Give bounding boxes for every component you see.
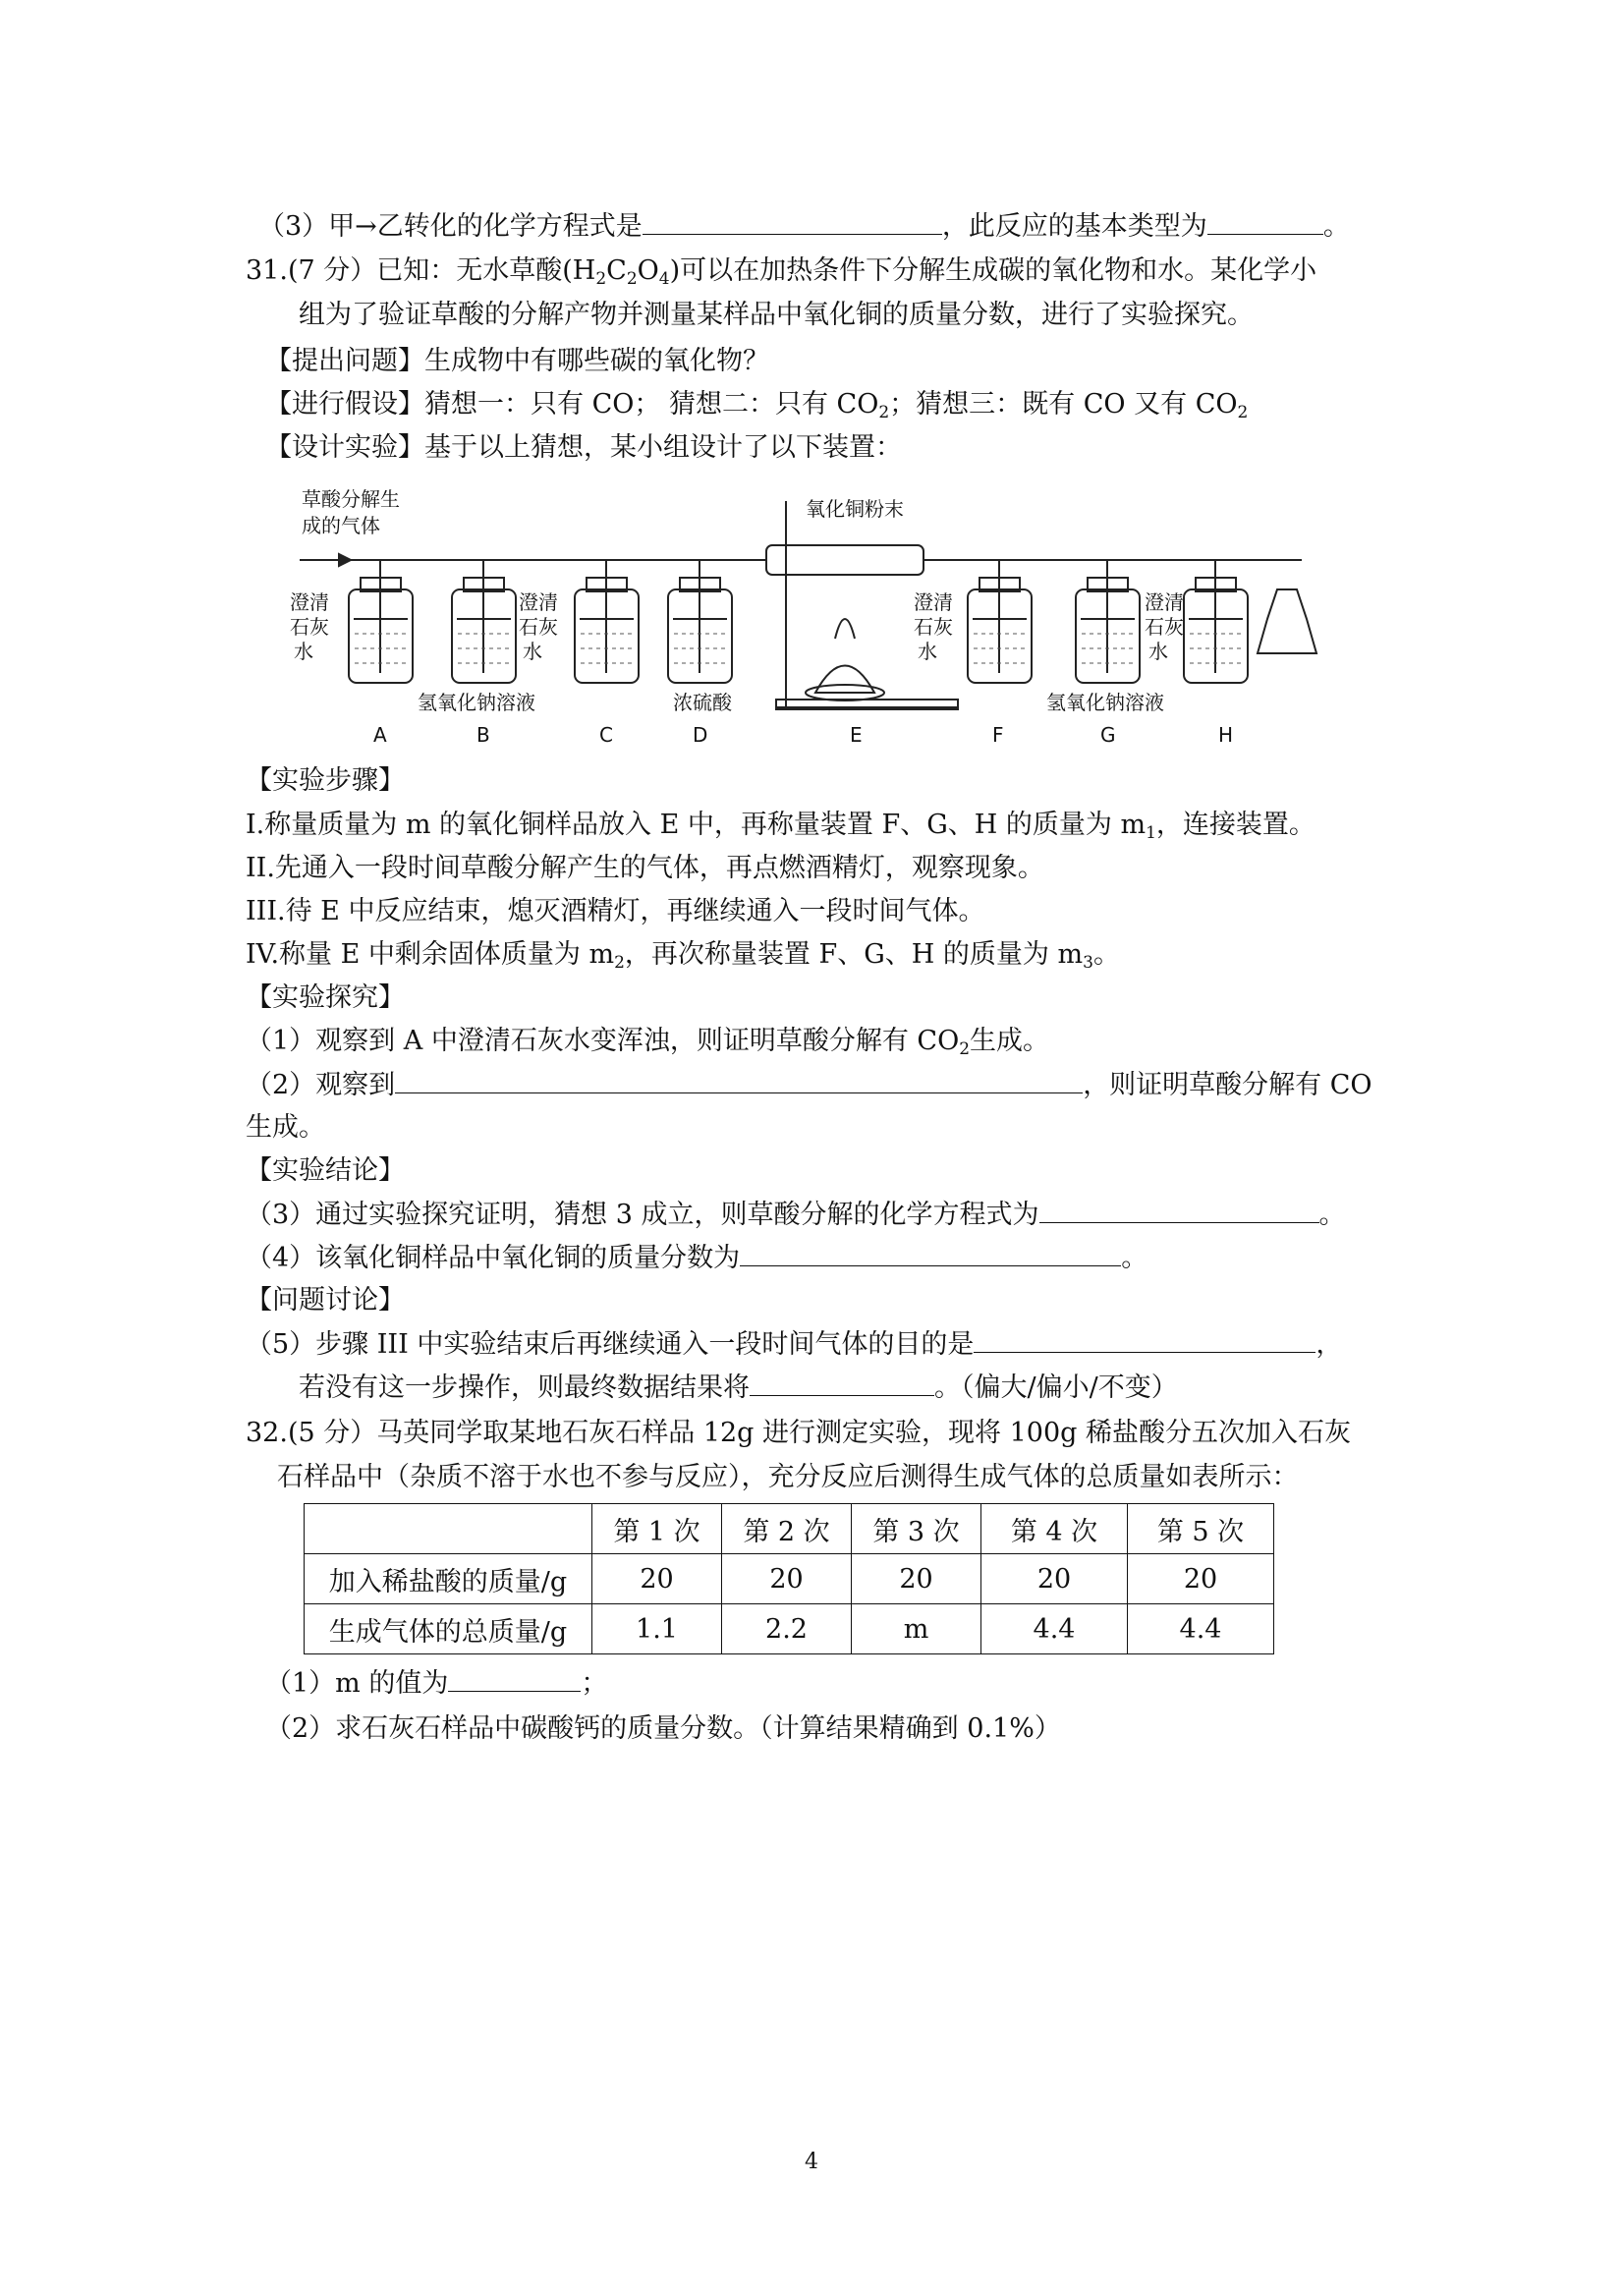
step-4: IV.称量 E 中剩余固体质量为 $m_2$，再次称量装置 F、G、H 的质量为 $m_3$。 <box>246 939 1120 973</box>
letter-b: B <box>476 723 490 747</box>
step-2: II.先通入一段时间草酸分解产生的气体，再点燃酒精灯，观察现象。 <box>246 853 1044 883</box>
q31-design: 【设计实验】基于以上猜想，某小组设计了以下装置： <box>265 432 902 463</box>
svg-text:水: 水 <box>523 640 542 663</box>
letter-e: E <box>850 723 863 747</box>
table-header-row: 第 1 次 第 2 次 第 3 次 第 4 次 第 5 次 <box>305 1504 1274 1554</box>
answer-blank[interactable] <box>1207 208 1323 235</box>
svg-text:澄清: 澄清 <box>290 590 329 614</box>
answer-blank[interactable] <box>1039 1197 1319 1223</box>
apparatus-diagram <box>280 481 1321 752</box>
svg-text:水: 水 <box>1148 640 1168 663</box>
svg-text:澄清: 澄清 <box>914 590 953 614</box>
letter-a: A <box>373 723 387 747</box>
naoh-label-2: 氢氧化钠溶液 <box>1046 691 1164 714</box>
gas-label-2: 成的气体 <box>302 514 380 537</box>
svg-text:水: 水 <box>294 640 313 663</box>
svg-text:石灰: 石灰 <box>914 615 953 639</box>
conclusion-4: （4）该氧化铜样品中氧化铜的质量分数为 。 <box>246 1240 1147 1276</box>
answer-blank[interactable] <box>750 1370 934 1396</box>
answer-blank[interactable] <box>643 208 942 235</box>
svg-text:石灰: 石灰 <box>290 615 329 639</box>
cuo-label: 氧化铜粉末 <box>806 497 904 521</box>
explore-2: （2）观察到 ，则证明草酸分解有 CO <box>246 1067 1372 1103</box>
answer-blank[interactable] <box>974 1326 1315 1353</box>
q32-line1: 32.(5 分）马英同学取某地石灰石样品 12g 进行测定实验，现将 100g 稀盐酸分五次加入石灰 <box>246 1418 1352 1448</box>
discussion-title: 【问题讨论】 <box>246 1285 405 1316</box>
answer-blank[interactable] <box>740 1240 1121 1266</box>
q32-part1: （1）m 的值为 ； <box>265 1665 607 1702</box>
gas-label-1: 草酸分解生 <box>302 487 400 511</box>
q32-line2: 石样品中（杂质不溶于水也不参与反应），充分反应后测得生成气体的总质量如表所示： <box>277 1462 1299 1492</box>
step-1: I.称量质量为 m 的氧化铜样品放入 E 中，再称量装置 F、G、H 的质量为 $m_1$，连接装置。 <box>246 810 1315 843</box>
letter-h: H <box>1218 723 1234 747</box>
explore-1: （1）观察到 A 中澄清石灰水变浑浊，则证明草酸分解有 $CO_2$生成。 <box>246 1026 1050 1059</box>
discussion-5-cont: 若没有这一步操作，则最终数据结果将 。（偏大/偏小/不变） <box>299 1370 1178 1406</box>
steps-title: 【实验步骤】 <box>246 765 405 796</box>
h2so4-label: 浓硫酸 <box>673 691 732 714</box>
step-3: III.待 E 中反应结束，熄灭酒精灯，再继续通入一段时间气体。 <box>246 896 985 926</box>
svg-text:澄清: 澄清 <box>1145 590 1184 614</box>
q31-hypothesis: 【进行假设】猜想一：只有 CO； 猜想二：只有 $CO_2$；猜想三：既有 CO 又有 $CO_2$ <box>265 389 1249 422</box>
q31-line1: 31.(7 分）已知：无水草酸$(H_2C_2O_4)$可以在加热条件下分解生成碳的氧化物和水。某化学小 <box>246 255 1317 289</box>
letter-g: G <box>1100 723 1116 747</box>
svg-text:石灰: 石灰 <box>1145 615 1184 639</box>
conclusion-3: （3）通过实验探究证明，猜想 3 成立，则草酸分解的化学方程式为 。 <box>246 1197 1346 1233</box>
discussion-5: （5）步骤 III 中实验结束后再继续通入一段时间气体的目的是 ， <box>246 1326 1342 1363</box>
letter-f: F <box>992 723 1004 747</box>
results-table <box>304 1503 1274 1654</box>
naoh-label-1: 氢氧化钠溶液 <box>418 691 535 714</box>
explore-title: 【实验探究】 <box>246 982 405 1013</box>
conclusion-title: 【实验结论】 <box>246 1155 405 1186</box>
letter-c: C <box>599 723 613 747</box>
svg-text:水: 水 <box>918 640 937 663</box>
svg-text:澄清: 澄清 <box>519 590 558 614</box>
page-number: 4 <box>805 2150 818 2174</box>
q30-part3: （3）甲→乙转化的化学方程式是 ，此反应的基本类型为 。 <box>258 208 1350 245</box>
explore-2-cont: 生成。 <box>246 1112 325 1143</box>
answer-blank[interactable] <box>395 1067 1083 1093</box>
table-row: 生成气体的总质量/g 1.1 2.2 m 4.4 4.4 <box>305 1604 1274 1654</box>
svg-text:石灰: 石灰 <box>519 615 558 639</box>
letter-d: D <box>693 723 708 747</box>
q31-question: 【提出问题】生成物中有哪些碳的氧化物？ <box>265 346 769 376</box>
table-row: 加入稀盐酸的质量/g 20 20 20 20 20 <box>305 1554 1274 1604</box>
q32-part2: （2）求石灰石样品中碳酸钙的质量分数。（计算结果精确到 0.1%） <box>265 1713 1061 1744</box>
q31-line2: 组为了验证草酸的分解产物并测量某样品中氧化铜的质量分数，进行了实验探究。 <box>299 300 1254 330</box>
answer-blank[interactable] <box>448 1665 581 1692</box>
